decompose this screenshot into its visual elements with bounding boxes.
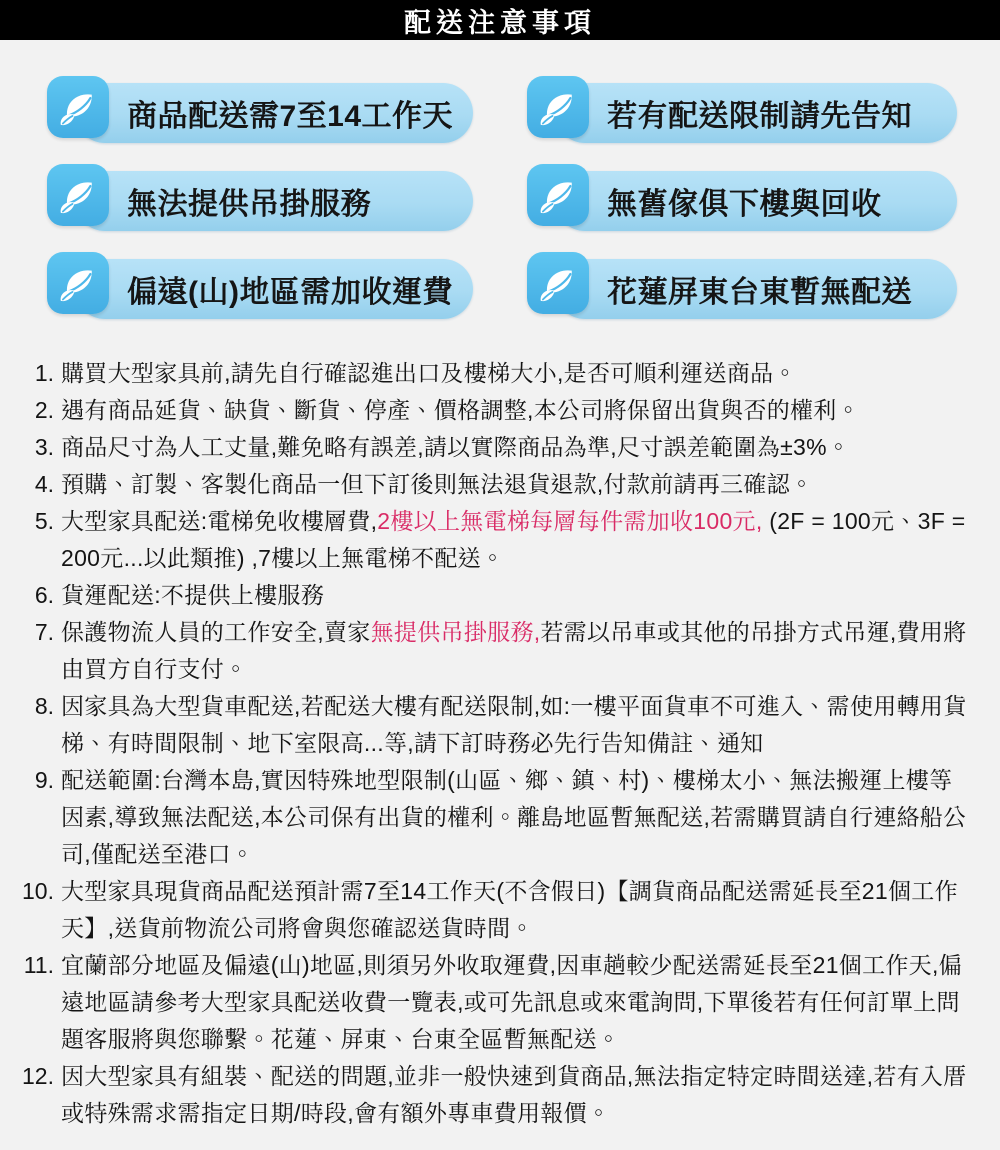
- badge-label: 無舊傢俱下樓與回收: [607, 188, 882, 221]
- note-number: 10.: [22, 878, 54, 904]
- note-number: 1.: [34, 360, 54, 386]
- badge-label: 偏遠(山)地區需加收運費: [127, 276, 453, 309]
- note-item-12: [20, 1058, 970, 1132]
- note-number: 4.: [34, 471, 54, 497]
- note-text: 遇有商品延貨、缺貨、斷貨、停產、價格調整,本公司將保留出貨與否的權利。: [61, 397, 860, 423]
- note-item-3: [20, 429, 970, 466]
- leaf-icon: [527, 76, 589, 138]
- note-text: 貨運配送:不提供上樓服務: [61, 582, 324, 608]
- highlighted-text: 2樓以上無電梯每層每件需加收100元,: [377, 508, 763, 534]
- note-item-11: [20, 947, 970, 1058]
- note-item-10: [20, 873, 970, 947]
- note-number: 3.: [34, 434, 54, 460]
- badge-no-old-furniture-recycle: [555, 171, 957, 231]
- leaf-icon: [47, 252, 109, 314]
- note-text: 購買大型家具前,請先自行確認進出口及樓梯大小,是否可順利運送商品。: [61, 360, 797, 386]
- note-text: 大型家具現貨商品配送預計需7至14工作天(不含假日)【調貨商品配送需延長至21個工作天】,送貨前物流公司將會與您確認送貨時間。: [61, 878, 958, 941]
- note-text: 配送範圍:台灣本島,實因特殊地型限制(山區、鄉、鎮、村)、樓梯太小、無法搬運上樓等因素,導致無法配送,本公司保有出貨的權利。離島地區暫無配送,若需購買請自行連絡船公司,僅配送至港口。: [61, 767, 967, 867]
- note-text: 宜蘭部分地區及偏遠(山)地區,則須另外收取運費,因車趟較少配送需延長至21個工作天,偏遠地區請參考大型家具配送收費一覽表,或可先訊息或來電詢問,下單後若有任何訂單上問題客服將與您聯繫。花蓮、屏東、台東全區暫無配送。: [61, 952, 962, 1052]
- note-number: 2.: [34, 397, 54, 423]
- note-number: 12.: [22, 1063, 54, 1089]
- note-item-6: [20, 577, 970, 614]
- badge-delivery-days: [75, 83, 473, 143]
- note-text: 大型家具配送:電梯免收樓層費,2樓以上無電梯每層每件需加收100元, (2F = 100元、3F = 200元...以此類推) ,7樓以上無電梯不配送。: [61, 508, 966, 571]
- delivery-notes-list: [0, 355, 1000, 1132]
- note-number: 5.: [34, 508, 54, 534]
- note-number: 8.: [34, 693, 54, 719]
- badge-remote-area-fee: [75, 259, 473, 319]
- note-text: 因大型家具有組裝、配送的問題,並非一般快速到貨商品,無法指定特定時間送達,若有入厝或特殊需求需指定日期/時段,會有額外專車費用報價。: [61, 1063, 967, 1126]
- note-number: 9.: [34, 767, 54, 793]
- note-number: 11.: [23, 952, 54, 978]
- note-item-2: [20, 392, 970, 429]
- badge-grid: [0, 83, 1000, 319]
- highlighted-text: 無提供吊掛服務,: [370, 619, 541, 645]
- badge-label: 無法提供吊掛服務: [127, 188, 371, 221]
- leaf-icon: [47, 76, 109, 138]
- note-text: 保護物流人員的工作安全,賣家無提供吊掛服務,若需以吊車或其他的吊掛方式吊運,費用將由買方自行支付。: [61, 619, 967, 682]
- badge-delivery-limit-notice: [555, 83, 957, 143]
- note-number: 6.: [34, 582, 54, 608]
- note-item-1: [20, 355, 970, 392]
- note-item-9: [20, 762, 970, 873]
- note-text: 預購、訂製、客製化商品一但下訂後則無法退貨退款,付款前請再三確認。: [61, 471, 814, 497]
- note-item-4: [20, 466, 970, 503]
- note-text: 商品尺寸為人工丈量,難免略有誤差,請以實際商品為準,尺寸誤差範圍為±3%。: [61, 434, 851, 460]
- header-bar: [0, 0, 1000, 40]
- leaf-icon: [527, 252, 589, 314]
- badge-label: 若有配送限制請先告知: [607, 100, 912, 133]
- badge-no-delivery-regions: [555, 259, 957, 319]
- badge-no-hoisting: [75, 171, 473, 231]
- note-text: 因家具為大型貨車配送,若配送大樓有配送限制,如:一樓平面貨車不可進入、需使用轉用貨梯、有時間限制、地下室限高...等,請下訂時務必先行告知備註、通知: [61, 693, 967, 756]
- note-item-8: [20, 688, 970, 762]
- badge-label: 商品配送需7至14工作天: [127, 100, 454, 133]
- badge-label: 花蓮屏東台東暫無配送: [607, 276, 912, 309]
- page-title: 配送注意事項: [404, 7, 596, 38]
- note-item-7: [20, 614, 970, 688]
- note-number: 7.: [34, 619, 54, 645]
- leaf-icon: [47, 164, 109, 226]
- note-item-5: [20, 503, 970, 577]
- leaf-icon: [527, 164, 589, 226]
